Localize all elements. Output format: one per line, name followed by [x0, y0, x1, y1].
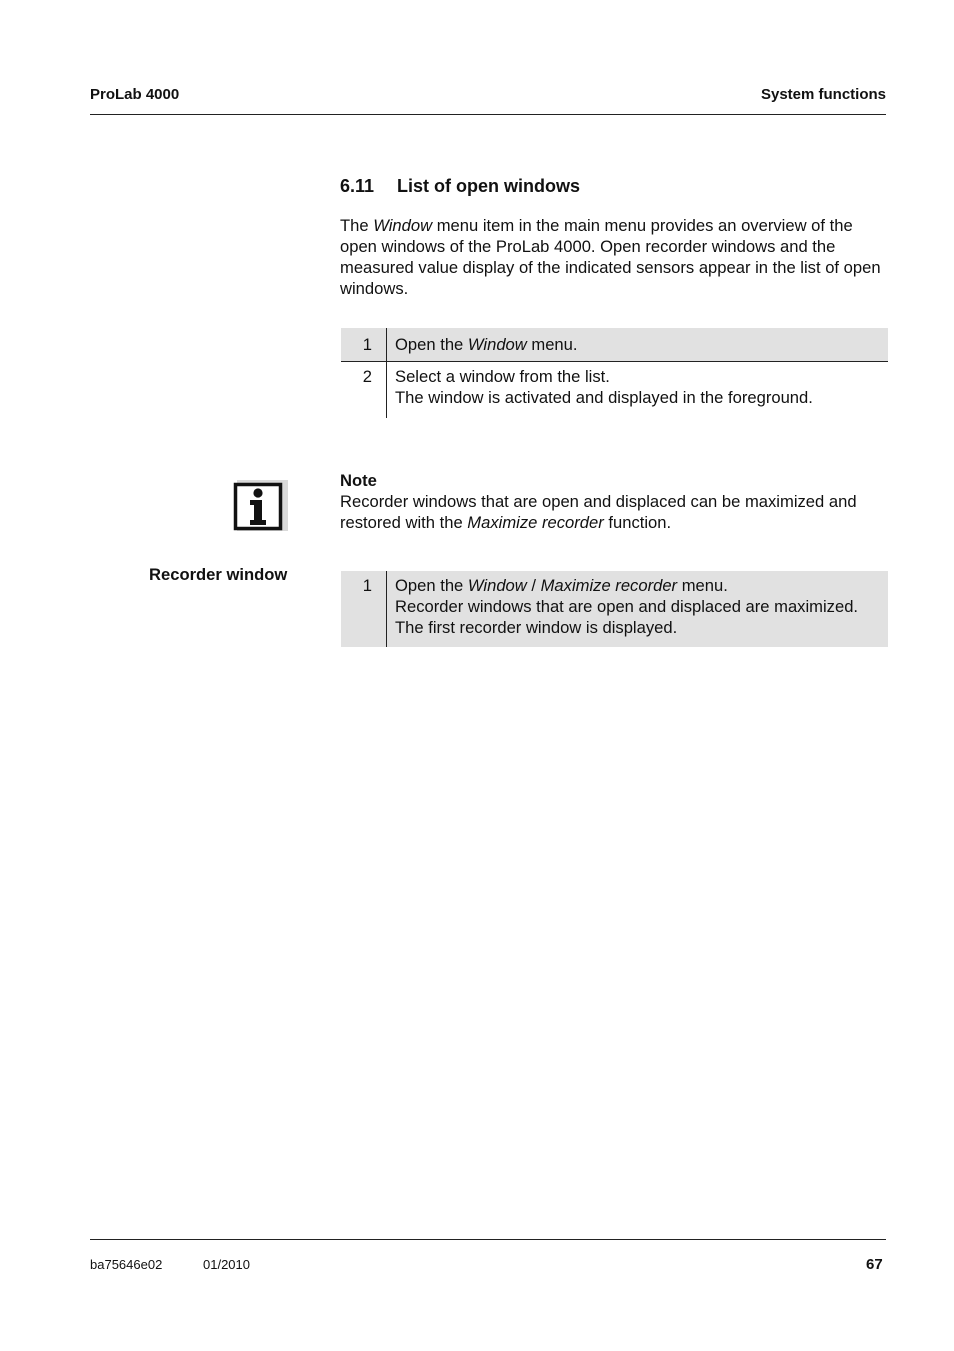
step-text: Select a window from the list. The window is activated and displayed in the foreground.	[386, 362, 888, 418]
step-row	[341, 328, 888, 361]
step-number: 2	[362, 367, 372, 386]
footer-rule	[90, 1239, 886, 1240]
step-text: Open the Window / Maximize recorder menu. Recorder windows that are open and displaced are maximized. The first recorder window is displayed.	[386, 571, 888, 647]
section-number: 6.11	[340, 176, 375, 196]
step-row	[341, 571, 888, 647]
note-title: Note	[340, 471, 377, 490]
info-icon	[233, 476, 288, 531]
header-chapter: System functions	[760, 86, 886, 103]
section-title: List of open windows	[397, 176, 580, 196]
header-product: ProLab 4000	[90, 86, 180, 103]
header-rule	[90, 114, 886, 115]
note-body: Recorder windows that are open and displaced can be maximized and restored with the Maximize recorder function.	[340, 492, 857, 532]
intro-text-pre: The	[340, 216, 374, 235]
step-text: Open the Window menu.	[386, 328, 888, 361]
intro-text-em: Window	[373, 216, 433, 235]
recorder-window-label: Recorder window	[149, 565, 288, 584]
steps-table-open-windows	[341, 328, 888, 418]
steps-table-recorder	[341, 571, 888, 647]
page-number: 67	[866, 1256, 883, 1273]
footer-doc-id: ba75646e02	[90, 1257, 163, 1272]
section-heading	[340, 176, 580, 197]
footer-date: 01/2010	[203, 1257, 250, 1272]
step-row	[341, 362, 888, 418]
intro-text-post: menu item in the main menu provides an overview of the open windows of the ProLab 4000. Open recorder windows and the measured value display of the indicated sensors appear in the list of open windows.	[340, 216, 881, 298]
step-number: 1	[362, 335, 372, 354]
step-number: 1	[362, 576, 372, 595]
intro-paragraph	[340, 215, 890, 299]
